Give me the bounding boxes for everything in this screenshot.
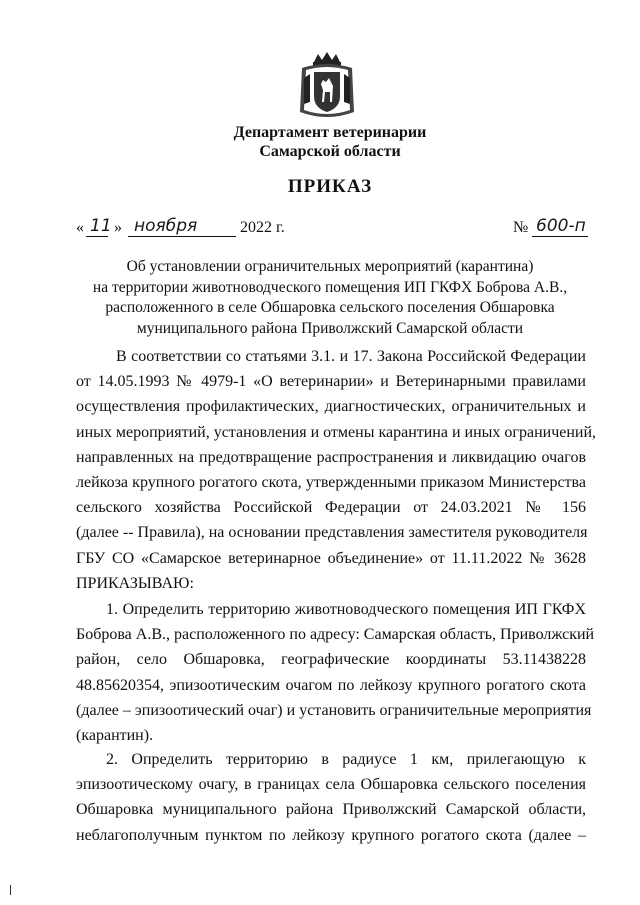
order-subject <box>70 257 590 339</box>
samara-coat-of-arms-icon <box>296 52 358 120</box>
text-line: сельского хозяйства Российской Федерации от 24.03.2021 № 156 <box>76 499 586 517</box>
subject-line: муниципального района Приволжский Самарской области <box>136 319 524 337</box>
text-line: направленных на предотвращение распространения и ликвидацию очагов <box>76 448 586 466</box>
department-name-line2: Самарской области <box>259 143 401 160</box>
text-line: (далее – эпизоотический очаг) и установить ограничительные мероприятия <box>76 701 592 719</box>
text-line: район, село Обшаровка, географические координаты 53.11438228 <box>76 651 586 669</box>
text-line: осуществления профилактических, диагностических, ограничительных и <box>76 398 586 416</box>
close-quote: » <box>114 219 122 236</box>
handwritten-order-number: 600-п <box>536 216 586 236</box>
day-underline <box>86 236 108 237</box>
text-line: (далее -- Правила), на основании представления заместителя руководителя <box>76 524 588 542</box>
number-underline <box>532 236 588 237</box>
item-1-paragraph <box>76 597 595 748</box>
open-quote: « <box>76 219 84 236</box>
preamble-paragraph <box>76 344 597 596</box>
text-line: Боброва А.В., расположенного по адресу: Самарская область, Приволжский <box>76 626 595 644</box>
text-line: (карантин). <box>76 727 154 745</box>
text-line: иных мероприятий, установления и отмены карантина и иных ограничений, <box>76 423 597 441</box>
subject-line: на территории животноводческого помещения ИП ГКФХ Боброва А.В., <box>92 278 568 296</box>
number-prefix: № <box>513 219 529 236</box>
text-line: В соответствии со статьями 3.1. и 17. Закона Российской Федерации <box>116 348 586 365</box>
date-number-row <box>76 216 606 242</box>
text-line: 48.85620354, эпизоотическим очагом по лейкозу крупного рогатого скота <box>76 676 586 694</box>
text-line: неблагополучным пунктом по лейкозу крупного рогатого скота (далее – <box>76 826 586 844</box>
text-line: ГБУ СО «Самарское ветеринарное объединение» от 11.11.2022 № 3628 <box>76 549 586 567</box>
scan-edge-mark <box>10 885 11 895</box>
month-underline <box>128 236 236 237</box>
text-line: от 14.05.1993 № 4979-1 «О ветеринарии» и Ветеринарными правилами <box>76 373 586 391</box>
handwritten-month: ноября <box>134 216 198 236</box>
text-line: 1. Определить территорию животноводческого помещения ИП ГКФХ <box>106 601 586 618</box>
subject-line: Об установлении ограничительных мероприятий (карантина) <box>126 258 534 275</box>
handwritten-day: 11 <box>90 216 112 236</box>
item-2-paragraph <box>76 747 586 848</box>
subject-line: расположенного в селе Обшаровка сельского поселения Обшаровка <box>105 299 555 316</box>
text-line: лейкоза крупного рогатого скота, утвержденными приказом Министерства <box>76 474 586 492</box>
text-line: Обшаровка муниципального района Приволжский Самарской области, <box>76 801 586 819</box>
text-line: 2. Определить территорию в радиусе 1 км, прилегающую к <box>106 751 586 768</box>
year-text: 2022 г. <box>240 219 285 236</box>
text-line: ПРИКАЗЫВАЮ: <box>76 574 194 592</box>
text-line: эпизоотическому очагу, в границах села Обшаровка сельского поселения <box>76 776 586 794</box>
order-title: ПРИКАЗ <box>287 176 373 197</box>
department-name-line1: Департамент ветеринарии <box>233 124 427 141</box>
